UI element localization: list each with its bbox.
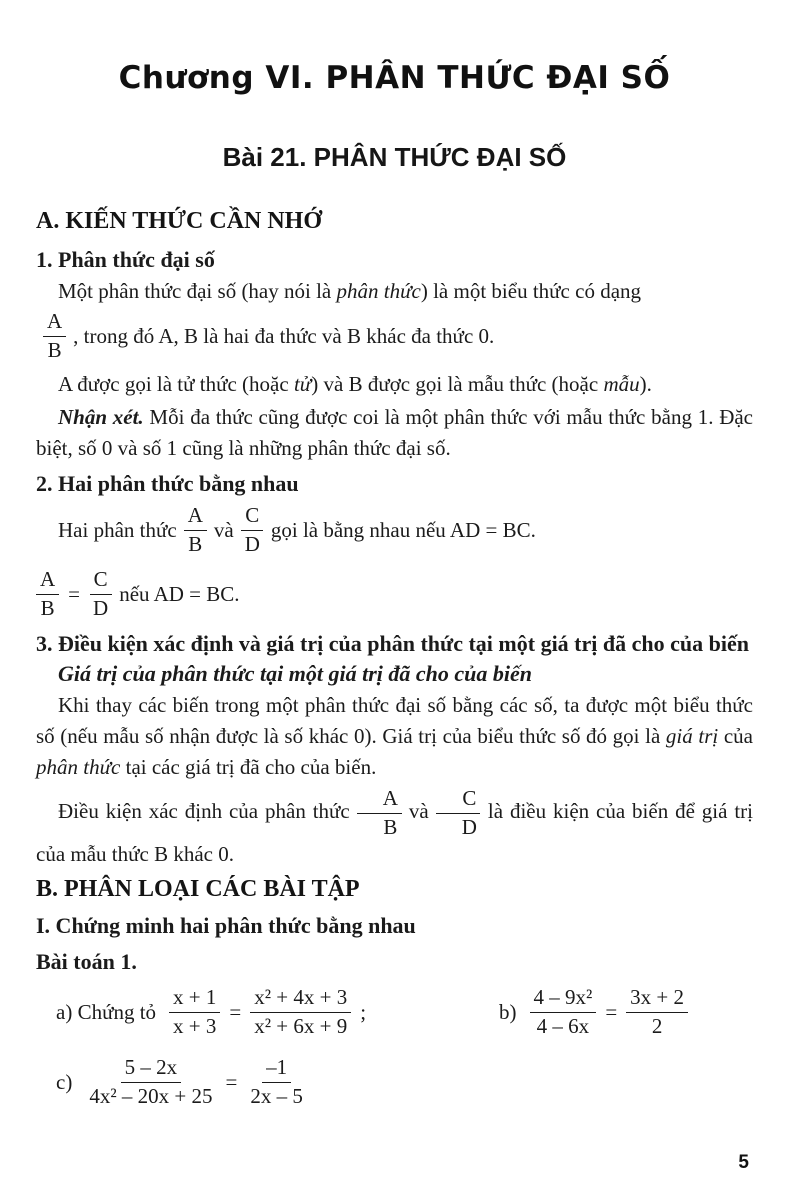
italic-term: phân thức (36, 755, 121, 779)
page-number: 5 (738, 1152, 749, 1173)
text-run: Điều kiện xác định của phân thức (58, 798, 350, 823)
exercise-b (499, 986, 695, 1038)
fraction-c-over-d (436, 787, 481, 839)
denominator: B (383, 814, 398, 839)
value-subheading: Giá trị của phân thức tại một giá trị đã cho của biến (58, 661, 533, 686)
fraction (626, 986, 688, 1038)
denominator: x² + 6x + 9 (254, 1013, 348, 1038)
text-run: Một phân thức đại số (hay nói là (58, 279, 337, 303)
remark-paragraph (36, 402, 753, 464)
roman-i-heading: I. Chứng minh hai phân thức bằng nhau (36, 913, 416, 939)
text-run: tại các giá trị đã cho của biến. (120, 755, 377, 779)
lesson-title: Bài 21. PHÂN THỨC ĐẠI SỐ (222, 142, 567, 172)
exercise-row-c (36, 1052, 753, 1112)
fraction (530, 986, 597, 1038)
equal-fractions-line1 (36, 502, 753, 558)
numerator: C (241, 504, 263, 531)
denominator: x + 3 (173, 1013, 217, 1038)
text-run: A được gọi là tử thức (hoặc (58, 372, 294, 396)
numerator: x² + 4x + 3 (250, 986, 351, 1013)
text-run: gọi là bằng nhau nếu AD = BC. (270, 517, 536, 542)
definition-paragraph-line2 (36, 309, 753, 363)
fraction (85, 1056, 216, 1108)
equals-sign: = (229, 999, 242, 1024)
equals-sign: = (225, 1069, 238, 1094)
denominator: 4 – 6x (536, 1013, 590, 1038)
equals-sign: = (68, 581, 81, 606)
section-b-heading: B. PHÂN LOẠI CÁC BÀI TẬP (36, 876, 360, 903)
fraction-a-over-b (36, 568, 59, 620)
denominator: D (244, 531, 260, 556)
numerator: C (90, 568, 112, 595)
text-run: và (213, 517, 234, 542)
text-run: ) là một biểu thức có dạng (420, 279, 642, 303)
denominator: B (188, 531, 203, 556)
denominator: 2x – 5 (250, 1083, 303, 1108)
numerator: A (43, 310, 66, 337)
problem-1-label: Bài toán 1. (36, 949, 137, 975)
fraction (250, 986, 351, 1038)
numerator: 3x + 2 (626, 986, 688, 1013)
text-run: và (408, 798, 429, 823)
exercise-row-ab (36, 982, 753, 1042)
denominator: 4x² – 20x + 25 (89, 1083, 213, 1108)
italic-term: phân thức (336, 279, 421, 303)
exercise-a (56, 986, 366, 1038)
subsection-1-heading: 1. Phân thức đại số (36, 247, 215, 272)
denominator: 2 (651, 1013, 663, 1038)
text-run: Hai phân thức (58, 517, 177, 542)
fraction (246, 1056, 307, 1108)
text-run: Khi thay các biến trong một phân thức đại số bằng các số, ta được một biểu thức số (nếu mẫu số nhận được là số khác 0). Giá trị của biểu thức số đó gọi là (36, 693, 753, 748)
denominator: D (461, 814, 477, 839)
numerator: C (436, 787, 480, 814)
equal-fractions-line2 (36, 566, 753, 622)
text-run: ) và B được gọi là mẫu thức (hoặc (311, 372, 604, 396)
chapter-title: Chương VI. PHÂN THỨC ĐẠI SỐ (118, 60, 671, 96)
text-run: Mỗi đa thức cũng được coi là một phân thức với mẫu thức bằng 1. Đặc biệt, số 0 và số 1 cũng là những phân thức đại số. (36, 405, 753, 460)
exercise-c (56, 1056, 314, 1108)
definition-paragraph-line1 (36, 276, 753, 307)
denominator: B (40, 595, 55, 620)
fraction-a-over-b (43, 310, 66, 362)
italic-term: giá trị (665, 724, 719, 748)
numerator: A (36, 568, 59, 595)
denominator: D (93, 595, 109, 620)
numerator: 5 – 2x (121, 1056, 182, 1083)
exercise-a-label: a) Chứng tỏ (56, 999, 157, 1024)
numerator: x + 1 (169, 986, 220, 1013)
text-run: của (718, 724, 753, 748)
section-a-heading: A. KIẾN THỨC CẦN NHỚ (36, 208, 323, 234)
numerator: A (357, 787, 402, 814)
italic-term: tử (293, 372, 312, 396)
fraction-c-over-d (241, 504, 264, 556)
exercise-b-label: b) (499, 999, 517, 1024)
remark-lead: Nhận xét. (58, 405, 144, 429)
fraction-c-over-d (89, 568, 112, 620)
denominator: B (47, 337, 62, 362)
tu-mau-paragraph (36, 369, 753, 400)
text-run: là điều kiện của biến để giá trị của mẫu thức B khác 0. (36, 798, 753, 867)
exercise-c-label: c) (56, 1069, 73, 1094)
condition-paragraph (36, 787, 753, 870)
text-run: nếu AD = BC. (119, 581, 240, 606)
numerator: –1 (262, 1056, 291, 1083)
punctuation: ; (360, 999, 367, 1024)
value-paragraph (36, 690, 753, 783)
equals-sign: = (605, 999, 618, 1024)
text-run: , trong đó A, B là hai đa thức và B khác đa thức 0. (73, 323, 495, 348)
text-run: ). (639, 372, 652, 396)
numerator: 4 – 9x² (530, 986, 597, 1013)
fraction-a-over-b (184, 504, 207, 556)
subsection-3-heading: 3. Điều kiện xác định và giá trị của phân thức tại một giá trị đã cho của biến (36, 631, 749, 656)
fraction (169, 986, 220, 1038)
subsection-2-heading: 2. Hai phân thức bằng nhau (36, 471, 299, 496)
italic-term: mẫu (603, 372, 640, 396)
fraction-a-over-b (357, 787, 402, 839)
numerator: A (184, 504, 207, 531)
